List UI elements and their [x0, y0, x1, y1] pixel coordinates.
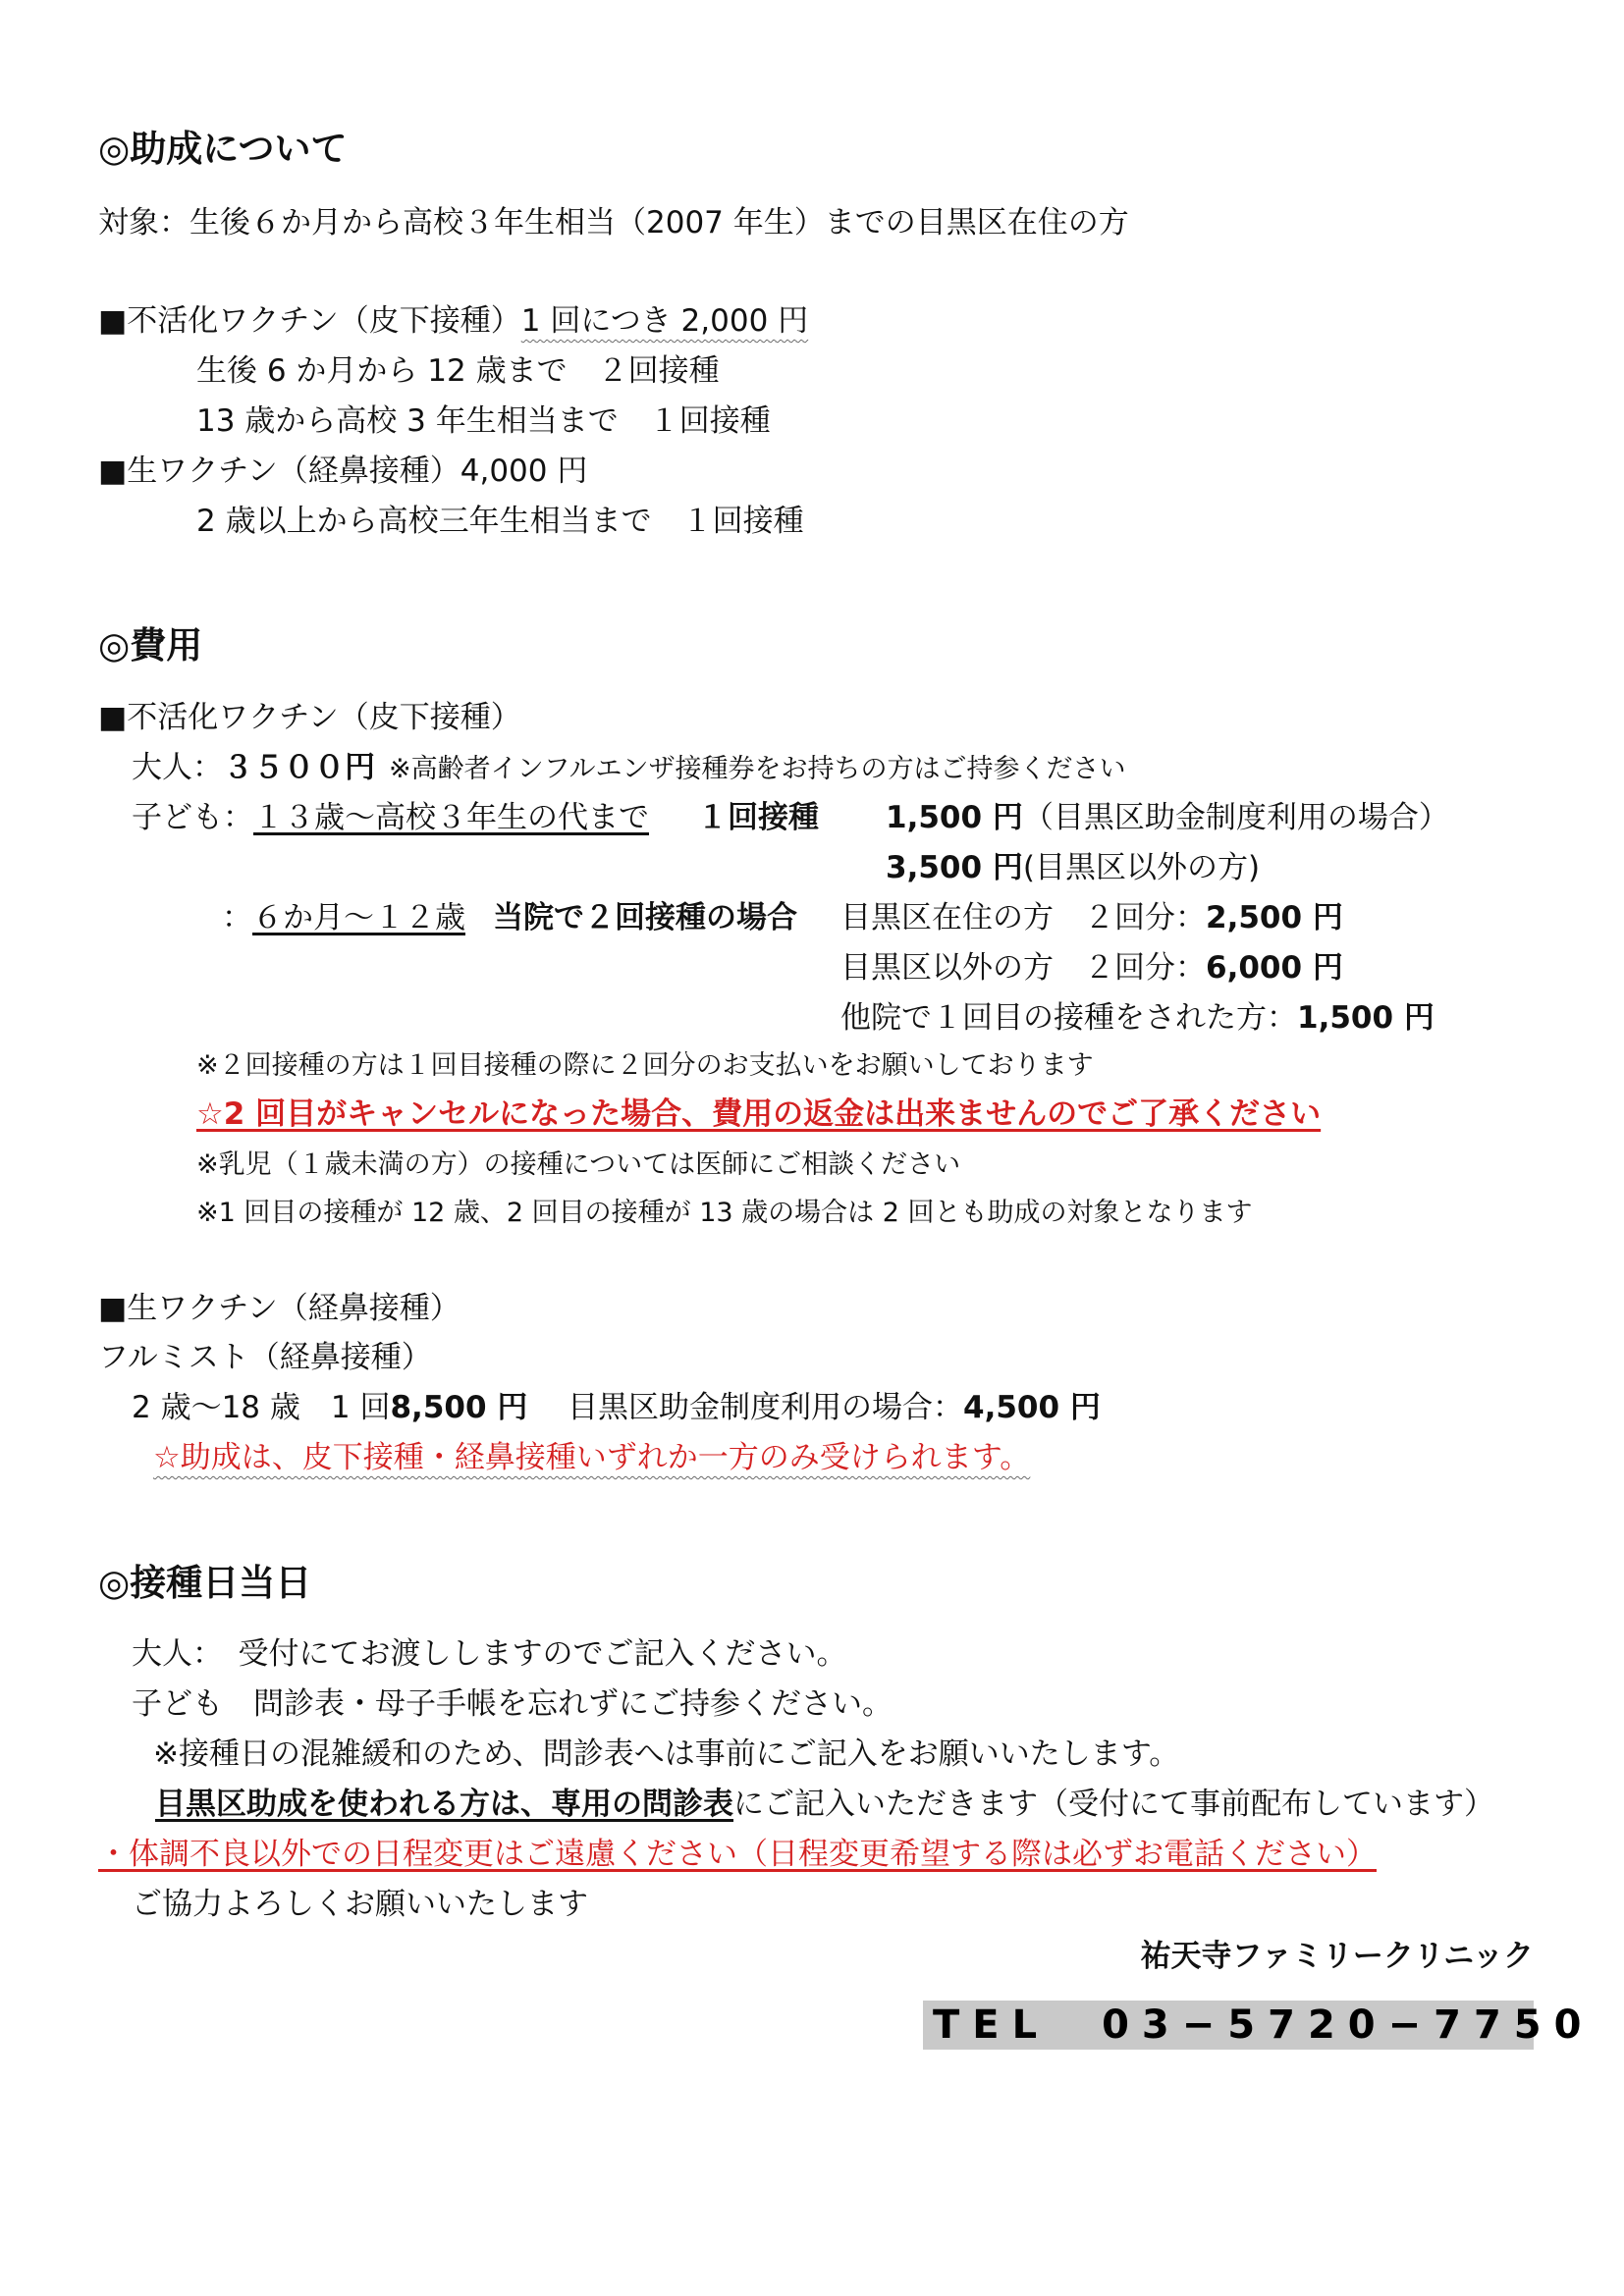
cost-flumist-subsidy-price: 4,500 円 [963, 1390, 1101, 1425]
day-heading: ◎接種日当日 [98, 1562, 312, 1604]
cost-flumist-subsidy: 目黒区助金制度利用の場合： [568, 1390, 963, 1425]
cost-other-clinic-price: 1,500 円 [1297, 1000, 1435, 1036]
cost-child-range2: ６か月～１２歳 [252, 900, 465, 935]
subsidy-inactive [98, 303, 809, 339]
cost-heading: ◎費用 [98, 624, 203, 667]
cost-flumist: フルミスト（経鼻接種） [98, 1340, 432, 1375]
subsidy-inactive-line2: 13 歳から高校 3 年生相当まで １回接種 [196, 403, 771, 439]
subsidy-inactive-amount: 1 回につき 2,000 円 [520, 303, 809, 339]
cost-meguro-other [840, 950, 1343, 986]
clinic-name: 祐天寺ファミリークリニック [1140, 1939, 1534, 1974]
cost-flumist-note: ☆助成は、皮下接種・経鼻接種いずれか一方のみ受けられます。 [153, 1440, 1031, 1475]
cost-child-row2 [222, 900, 465, 935]
cost-child-price2-note: (目黒区以外の方) [1022, 850, 1261, 885]
subsidy-live-line1: 2 歳以上から高校三年生相当まで １回接種 [196, 504, 804, 539]
cost-other-clinic-label: 他院で１回目の接種をされた方： [840, 1000, 1297, 1036]
cost-child-once: １回接種 [697, 800, 819, 835]
cost-meguro-resident-label: 目黒区在住の方 ２回分： [840, 900, 1206, 935]
cost-child-label: 子ども： [132, 800, 253, 835]
day-change-note: ・体調不良以外での日程変更はご遠慮ください（日程変更希望する際は必ずお電話ください） [98, 1837, 1377, 1872]
cost-note3: ※乳児（１歳未満の方）の接種については医師にご相談ください [196, 1149, 961, 1180]
day-meguro [155, 1789, 1494, 1820]
cost-adult-row [132, 750, 375, 785]
cost-adult-note: ※高齢者インフルエンザ接種券をお持ちの方はご持参ください [389, 754, 1126, 784]
cost-child-price2-row [886, 850, 1261, 885]
cost-child-price1: 1,500 円 [886, 800, 1023, 835]
subsidy-inactive-title: ■不活化ワクチン（皮下接種） [98, 303, 521, 339]
day-meguro-rest: にご記入いただきます（受付にて事前配布しています） [733, 1787, 1494, 1822]
cost-child-price1-note: （目黒区助金制度利用の場合） [1022, 800, 1449, 835]
cost-flumist-subsidy-row [568, 1390, 1101, 1425]
cost-child-price2: 3,500 円 [886, 850, 1023, 885]
cost-child-range1: １３歳～高校３年生の代まで [253, 800, 649, 835]
day-meguro-bold: 目黒区助成を使われる方は、専用の問診表 [155, 1787, 733, 1822]
cost-note4: ※1 回目の接種が 12 歳、2 回目の接種が 13 歳の場合は 2 回とも助成の対象となります [196, 1198, 1253, 1228]
cost-meguro-other-label: 目黒区以外の方 ２回分： [840, 950, 1206, 986]
cost-adult-label: 大人： [132, 750, 223, 785]
cost-inactive-title: ■不活化ワクチン（皮下接種） [98, 700, 521, 735]
subsidy-heading: ◎助成について [98, 128, 348, 170]
cost-child-colon: ： [222, 900, 252, 935]
day-child: 子ども 問診表・母子手帳を忘れずにご持参ください。 [132, 1686, 893, 1722]
cost-flumist-price: 8,500 円 [390, 1390, 528, 1425]
cost-meguro-other-price: 6,000 円 [1206, 950, 1343, 986]
subsidy-inactive-line1: 生後 6 か月から 12 歳まで ２回接種 [196, 353, 720, 389]
subsidy-target: 対象：生後６か月から高校３年生相当（2007 年生）までの目黒区在住の方 [98, 205, 1129, 240]
cost-meguro-resident [840, 900, 1343, 935]
cost-child-price1-row [886, 800, 1449, 835]
clinic-tel: TEL 03−5720−7750 [923, 2001, 1534, 2050]
cost-flumist-age: 2 歳～18 歳 1 回 [132, 1390, 391, 1425]
day-adult: 大人： 受付にてお渡ししますのでご記入ください。 [132, 1636, 847, 1672]
cost-adult-price: ３５００円 [223, 750, 375, 785]
subsidy-live-title: ■生ワクチン（経鼻接種）4,000 円 [98, 454, 588, 489]
day-note: ※接種日の混雑緩和のため、問診表へは事前にご記入をお願いいたします。 [153, 1736, 1180, 1772]
cost-meguro-resident-price: 2,500 円 [1206, 900, 1343, 935]
cost-live-title: ■生ワクチン（経鼻接種） [98, 1291, 460, 1326]
cost-child-twice: 当院で２回接種の場合 [493, 900, 797, 935]
cost-flumist-row [132, 1390, 528, 1425]
cost-note1: ※２回接種の方は１回目接種の際に２回分のお支払いをお願いしております [196, 1050, 1094, 1081]
cost-other-clinic [840, 1000, 1435, 1036]
day-thanks: ご協力よろしくお願いいたします [132, 1887, 588, 1922]
cost-note2: ☆2 回目がキャンセルになった場合、費用の返金は出来ませんのでご了承ください [196, 1096, 1322, 1132]
cost-child-row [132, 800, 649, 835]
